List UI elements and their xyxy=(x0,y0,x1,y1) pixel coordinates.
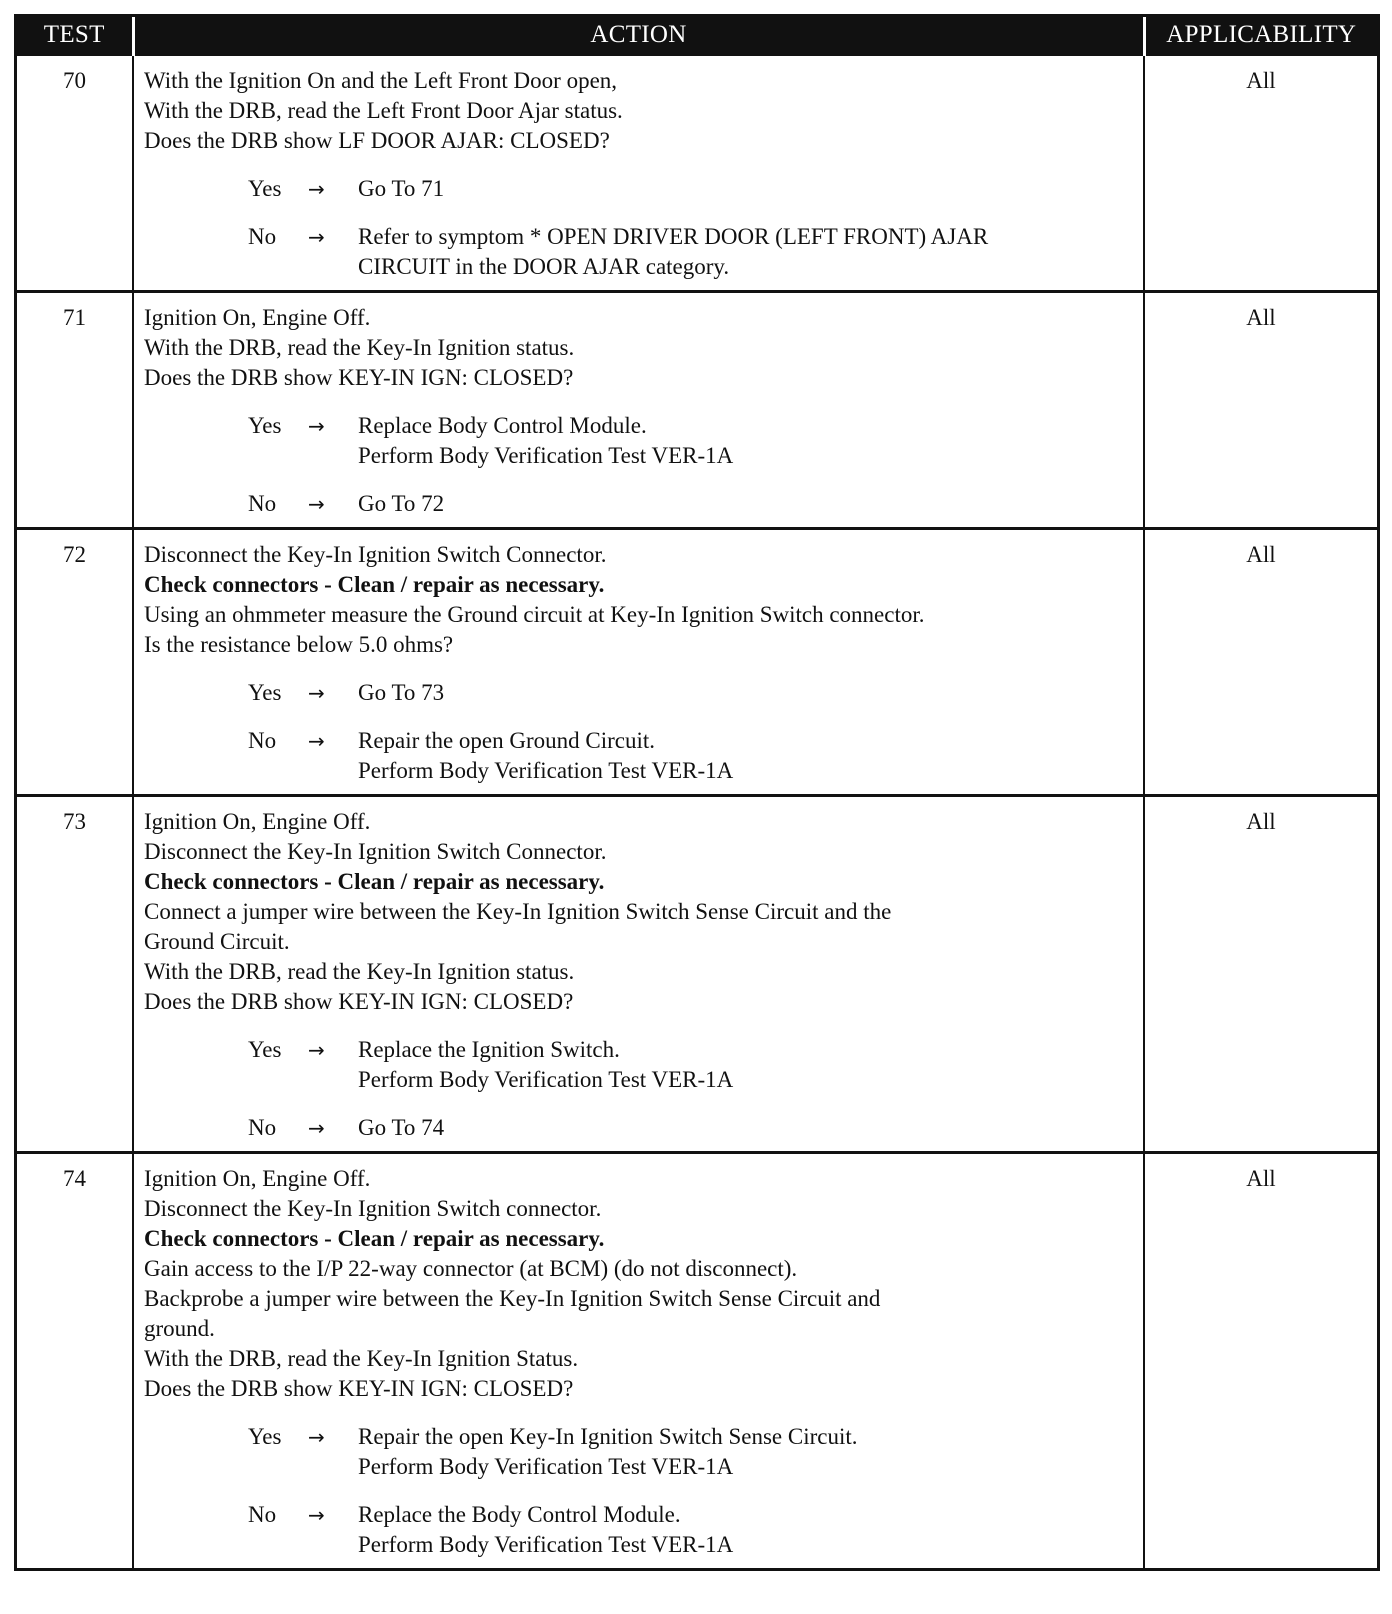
header-row xyxy=(17,17,1377,55)
outcome-text xyxy=(358,1500,1135,1560)
outcome-text xyxy=(358,222,1135,282)
applicability-value: All xyxy=(1144,55,1377,292)
action-step-line: With the DRB, read the Key-In Ignition status. xyxy=(144,335,575,360)
action-step-line: Ignition On, Engine Off. xyxy=(144,809,371,834)
action-step-line: Using an ohmmeter measure the Ground circuit at Key-In Ignition Switch connector. xyxy=(144,602,925,627)
test-number: 72 xyxy=(17,529,133,796)
outcome-label: No xyxy=(248,224,277,249)
outcome-yes xyxy=(248,411,1135,471)
arrow-right-icon: → xyxy=(308,681,325,705)
table-row xyxy=(17,529,1377,796)
outcome-text-line: Go To 74 xyxy=(358,1115,445,1140)
action-cell xyxy=(133,292,1144,529)
applicability-value: All xyxy=(1144,529,1377,796)
outcome-text xyxy=(358,174,1135,204)
action-warning-line: Check connectors - Clean / repair as necessary. xyxy=(144,869,605,894)
arrow-right-icon: → xyxy=(308,177,325,201)
action-step-line: Ignition On, Engine Off. xyxy=(144,305,371,330)
action-step-line: Does the DRB show KEY-IN IGN: CLOSED? xyxy=(144,365,574,390)
outcome-yes xyxy=(248,1422,1135,1482)
action-step-line: Disconnect the Key-In Ignition Switch Connector. xyxy=(144,839,607,864)
outcome-no xyxy=(248,1500,1135,1560)
arrow-right-icon: → xyxy=(308,1038,325,1062)
action-step-line: Does the DRB show LF DOOR AJAR: CLOSED? xyxy=(144,128,610,153)
header-test: TEST xyxy=(17,17,133,55)
outcome-text xyxy=(358,726,1135,786)
test-number: 71 xyxy=(17,292,133,529)
action-cell xyxy=(133,55,1144,292)
arrow-right-icon: → xyxy=(308,1116,325,1140)
outcome-no xyxy=(248,1113,1135,1143)
outcome-text-line: CIRCUIT in the DOOR AJAR category. xyxy=(358,254,730,279)
test-number: 73 xyxy=(17,796,133,1153)
outcome-label: No xyxy=(248,1502,277,1527)
outcome-text-line: Refer to symptom * OPEN DRIVER DOOR (LEFT FRONT) AJAR xyxy=(358,224,989,249)
diagnostic-test-table xyxy=(14,14,1380,1571)
action-step-line: With the Ignition On and the Left Front Door open, xyxy=(144,68,618,93)
arrow-right-icon: → xyxy=(308,1425,325,1449)
outcome-label: Yes xyxy=(248,176,282,201)
arrow-right-icon: → xyxy=(308,225,325,249)
table-row xyxy=(17,1153,1377,1569)
applicability-value: All xyxy=(1144,1153,1377,1569)
action-step-line: Does the DRB show KEY-IN IGN: CLOSED? xyxy=(144,1376,574,1401)
action-step-line: ground. xyxy=(144,1316,215,1341)
action-step-line: Ground Circuit. xyxy=(144,929,290,954)
arrow-right-icon: → xyxy=(308,492,325,516)
outcome-text xyxy=(358,678,1135,708)
action-step-line: Connect a jumper wire between the Key-In Ignition Switch Sense Circuit and the xyxy=(144,899,892,924)
arrow-right-icon: → xyxy=(308,414,325,438)
action-step-line: Does the DRB show KEY-IN IGN: CLOSED? xyxy=(144,989,574,1014)
outcome-text-line: Perform Body Verification Test VER-1A xyxy=(358,1067,734,1092)
outcome-text-line: Perform Body Verification Test VER-1A xyxy=(358,1532,734,1557)
test-table xyxy=(17,17,1377,1568)
action-step-line: Disconnect the Key-In Ignition Switch Connector. xyxy=(144,542,607,567)
action-warning-line: Check connectors - Clean / repair as necessary. xyxy=(144,572,605,597)
table-row xyxy=(17,55,1377,292)
applicability-value: All xyxy=(1144,292,1377,529)
applicability-value: All xyxy=(1144,796,1377,1153)
outcome-label: No xyxy=(248,728,277,753)
test-number: 70 xyxy=(17,55,133,292)
action-step-line: Is the resistance below 5.0 ohms? xyxy=(144,632,454,657)
arrow-right-icon: → xyxy=(308,1503,325,1527)
outcome-label: Yes xyxy=(248,1037,282,1062)
header-action: ACTION xyxy=(133,17,1144,55)
action-step-line: Ignition On, Engine Off. xyxy=(144,1166,371,1191)
action-step-line: With the DRB, read the Key-In Ignition status. xyxy=(144,959,575,984)
outcome-text xyxy=(358,1035,1135,1095)
action-step-line: With the DRB, read the Left Front Door Ajar status. xyxy=(144,98,623,123)
outcome-label: Yes xyxy=(248,1424,282,1449)
outcome-text-line: Perform Body Verification Test VER-1A xyxy=(358,1454,734,1479)
outcome-label: No xyxy=(248,1115,277,1140)
outcome-text-line: Perform Body Verification Test VER-1A xyxy=(358,758,734,783)
action-step-line: Backprobe a jumper wire between the Key-In Ignition Switch Sense Circuit and xyxy=(144,1286,881,1311)
outcome-text-line: Replace Body Control Module. xyxy=(358,413,647,438)
outcome-label: Yes xyxy=(248,413,282,438)
table-header xyxy=(17,17,1377,55)
action-step-line: Disconnect the Key-In Ignition Switch connector. xyxy=(144,1196,602,1221)
table-body xyxy=(17,55,1377,1569)
header-applicability: APPLICABILITY xyxy=(1144,17,1377,55)
action-warning-line: Check connectors - Clean / repair as necessary. xyxy=(144,1226,605,1251)
action-step-line: Gain access to the I/P 22-way connector (at BCM) (do not disconnect). xyxy=(144,1256,798,1281)
arrow-right-icon: → xyxy=(308,729,325,753)
outcome-label: No xyxy=(248,491,277,516)
outcome-text-line: Perform Body Verification Test VER-1A xyxy=(358,443,734,468)
outcome-label: Yes xyxy=(248,680,282,705)
action-cell xyxy=(133,1153,1144,1569)
outcome-text xyxy=(358,1422,1135,1482)
outcome-text-line: Go To 72 xyxy=(358,491,445,516)
outcome-no xyxy=(248,222,1135,282)
outcome-text xyxy=(358,489,1135,519)
outcome-no xyxy=(248,726,1135,786)
test-number: 74 xyxy=(17,1153,133,1569)
outcome-text-line: Replace the Body Control Module. xyxy=(358,1502,681,1527)
outcome-text-line: Go To 71 xyxy=(358,176,445,201)
outcome-no xyxy=(248,489,1135,519)
outcome-text-line: Go To 73 xyxy=(358,680,445,705)
outcome-yes xyxy=(248,678,1135,708)
outcome-yes xyxy=(248,174,1135,204)
action-step-line: With the DRB, read the Key-In Ignition Status. xyxy=(144,1346,579,1371)
outcome-text-line: Replace the Ignition Switch. xyxy=(358,1037,620,1062)
outcome-text-line: Repair the open Key-In Ignition Switch Sense Circuit. xyxy=(358,1424,858,1449)
outcome-text xyxy=(358,411,1135,471)
table-row xyxy=(17,796,1377,1153)
action-cell xyxy=(133,529,1144,796)
outcome-text-line: Repair the open Ground Circuit. xyxy=(358,728,656,753)
action-cell xyxy=(133,796,1144,1153)
table-row xyxy=(17,292,1377,529)
outcome-yes xyxy=(248,1035,1135,1095)
outcome-text xyxy=(358,1113,1135,1143)
